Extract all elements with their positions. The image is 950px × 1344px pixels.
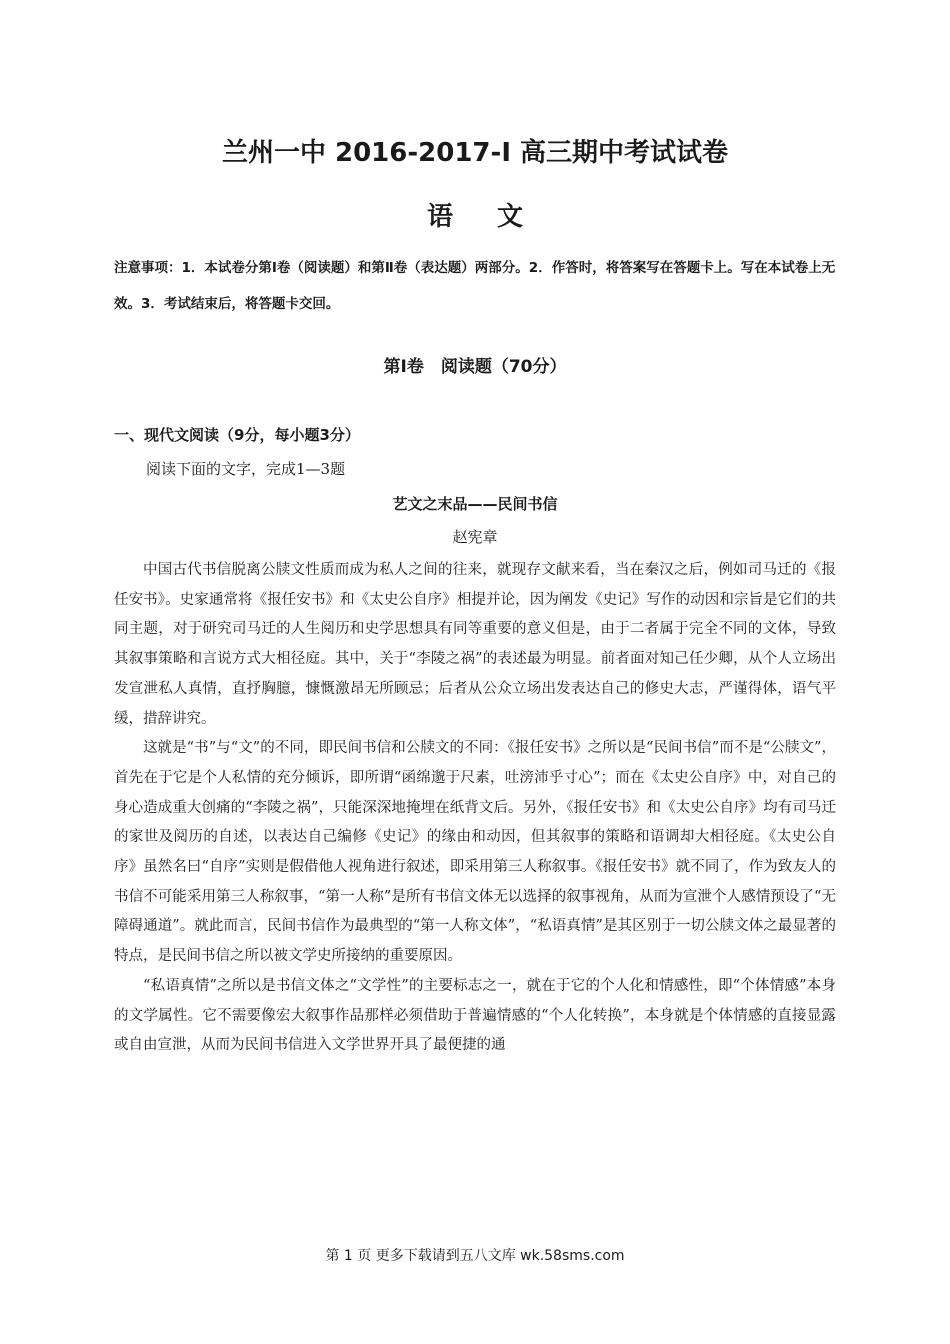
subject-char: 语 <box>426 202 453 232</box>
article-title: 艺文之末品——民间书信 <box>392 495 558 513</box>
exam-title: 兰州一中 2016-2017-Ⅰ 高三期中考试试卷 <box>221 138 729 168</box>
subject-char: 文 <box>497 202 524 232</box>
subject-title <box>0 196 950 233</box>
article-body <box>114 556 836 1061</box>
paragraph: 中国古代书信脱离公牍文性质而成为私人之间的往来，就现存文献来看，当在秦汉之后，例如司马迁的《报任安书》。史家通常将《报任安书》和《太史公自序》相提并论，因为阐发《史记》写作的动因和宗旨是它们的共同主题，对于研究司马迁的人生阅历和史学思想具有同等重要的意义但是，由于二者属于完全不同的文体，导致其叙事策略和言说方式大相径庭。其中，关于“李陵之祸”的表述最为明显。前者面对知己任少卿，从个人立场出发宣泄私人真情，直抒胸臆，慷慨激昂无所顾忌；后者从公众立场出发表达自己的修史大志，严谨得体，语气平缓，措辞讲究。 <box>114 562 836 727</box>
section-heading: 第Ⅰ卷 阅读题（70分） <box>383 357 567 377</box>
article-author: 赵宪章 <box>452 528 498 546</box>
reading-instruction: 阅读下面的文字，完成1—3题 <box>146 460 346 478</box>
paragraph: “私语真情”之所以是书信文体之“文学性”的主要标志之一，就在于它的个人化和情感性，即“个体情感”本身的文学属性。它不需要像宏大叙事作品那样必须借助于普遍情感的“个人化转换”，本身就是个体情感的直接显露或自由宣泄，从而为民间书信进入文学世界开具了最便捷的通 <box>114 977 836 1054</box>
paragraph: 这就是“书”与“文”的不同，即民间书信和公牍文的不同：《报任安书》之所以是“民间书信”而不是“公牍文”，首先在于它是个人私情的充分倾诉，即所谓“函绵邈于尺素，吐滂沛乎寸心”；而在《太史公自序》中，对自己的身心造成重大创痛的“李陵之祸”，只能深深地掩埋在纸背文后。另外，《报任安书》和《太史公自序》均有司马迁的家世及阅历的自述，以表达自己编修《史记》的缘由和动因，但其叙事的策略和语调却大相径庭。《太史公自序》虽然名曰“自序”实则是假借他人视角进行叙述，即采用第三人称叙事。《报任安书》就不同了，作为致友人的书信不可能采用第三人称叙事，“第一人称”是所有书信文体无以选择的叙事视角，从而为宣泄个人感情预设了“无障碍通道”。就此而言，民间书信作为最典型的“第一人称文体”，“私语真情”是其区别于一切公牍文体之最显著的特点，是民间书信之所以被文学史所接纳的重要原因。 <box>114 740 836 965</box>
question-heading: 一、现代文阅读（9分，每小题3分） <box>114 426 360 444</box>
exam-notice: 注意事项：1．本试卷分第Ⅰ卷（阅读题）和第Ⅱ卷（表达题）两部分。2．作答时，将答案写在答题卡上。写在本试卷上无效。3．考试结束后，将答题卡交回。 <box>114 260 836 312</box>
page-footer: 第 1 页 更多下载请到五八文库 wk.58sms.com <box>325 1248 625 1264</box>
